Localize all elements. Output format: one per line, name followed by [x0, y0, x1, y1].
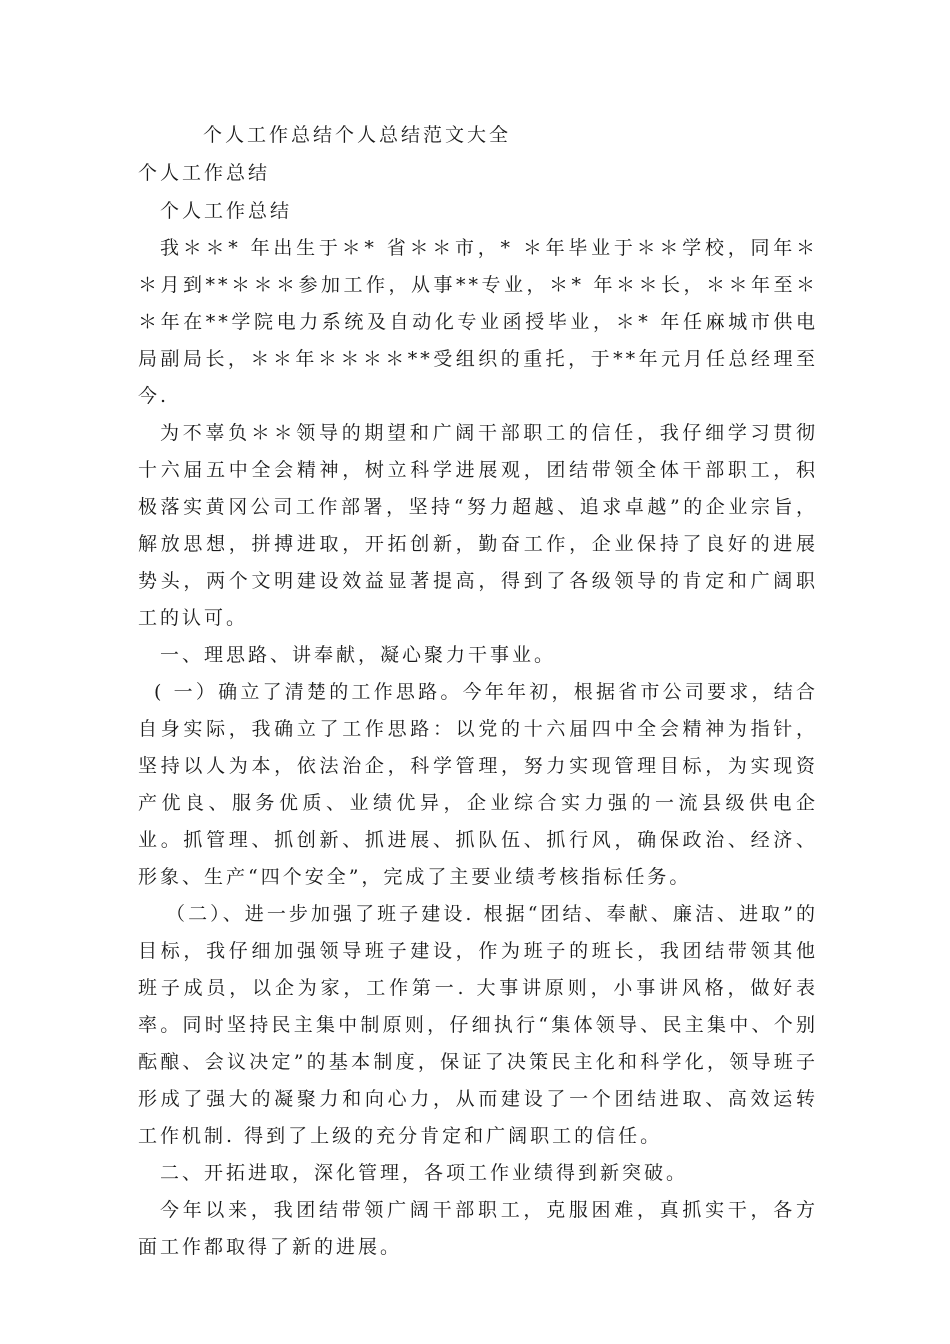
- paragraph-biography: 我＊＊* 年出生于＊* 省＊＊市，* ＊年毕业于＊＊学校，同年＊＊月到**＊＊＊参加工作，从事**专业，＊* 年＊＊长，＊＊年至＊＊年在**学院电力系统及自动化专业函授毕业，＊* 年任麻城市供电局副局长，＊＊年＊＊＊＊**受组织的重托，于**年元月任总经理至今.: [138, 237, 818, 407]
- document-heading: 个人工作总结: [138, 162, 271, 184]
- section-heading-2: 二、开拓进取，深化管理，各项工作业绩得到新突破。: [160, 1162, 689, 1184]
- paragraph-subheading: 个人工作总结: [160, 200, 293, 222]
- paragraph-progress: 今年以来，我团结带领广阔干部职工，克服困难，真抓实干，各方面工作都取得了新的进展。: [138, 1199, 818, 1258]
- paragraph-team-building: （二）、进一步加强了班子建设. 根据“团结、奉献、廉洁、进取”的目标，我仔细加强领导班子建设，作为班子的班长，我团结带领其他班子成员，以企为家，工作第一. 大事讲原则，小事讲风格，做好表率。同时坚持民主集中制原则，仔细执行“集体领导、民主集中、个别酝酿、会议决定”的基本制度，保证了决策民主化和科学化，领导班子形成了强大的凝聚力和向心力，从而建设了一个团结进取、高效运转工作机制. 得到了上级的充分肯定和广阔职工的信任。: [138, 903, 818, 1147]
- document-title: 个人工作总结个人总结范文大全: [203, 124, 512, 146]
- document-body: [138, 193, 818, 1266]
- paragraph-overview: 为不辜负＊＊领导的期望和广阔干部职工的信任，我仔细学习贯彻十六届五中全会精神，树立科学进展观，团结带领全体干部职工，积极落实黄冈公司工作部署，坚持“努力超越、追求卓越”的企业宗旨，解放思想，拼搏进取，开拓创新，勤奋工作，企业保持了良好的进展势头，两个文明建设效益显著提高，得到了各级领导的肯定和广阔职工的认可。: [138, 422, 818, 629]
- paragraph-work-ideas: ( 一）确立了清楚的工作思路。今年年初，根据省市公司要求，结合自身实际，我确立了工作思路：以党的十六届四中全会精神为指针，坚持以人为本，依法治企，科学管理，努力实现管理目标，为实现资产优良、服务优质、业绩优异，企业综合实力强的一流县级供电企业。抓管理、抓创新、抓进展、抓队伍、抓行风，确保政治、经济、形象、生产“四个安全”，完成了主要业绩考核指标任务。: [138, 681, 818, 888]
- section-heading-1: 一、理思路、讲奉献，凝心聚力干事业。: [160, 644, 557, 666]
